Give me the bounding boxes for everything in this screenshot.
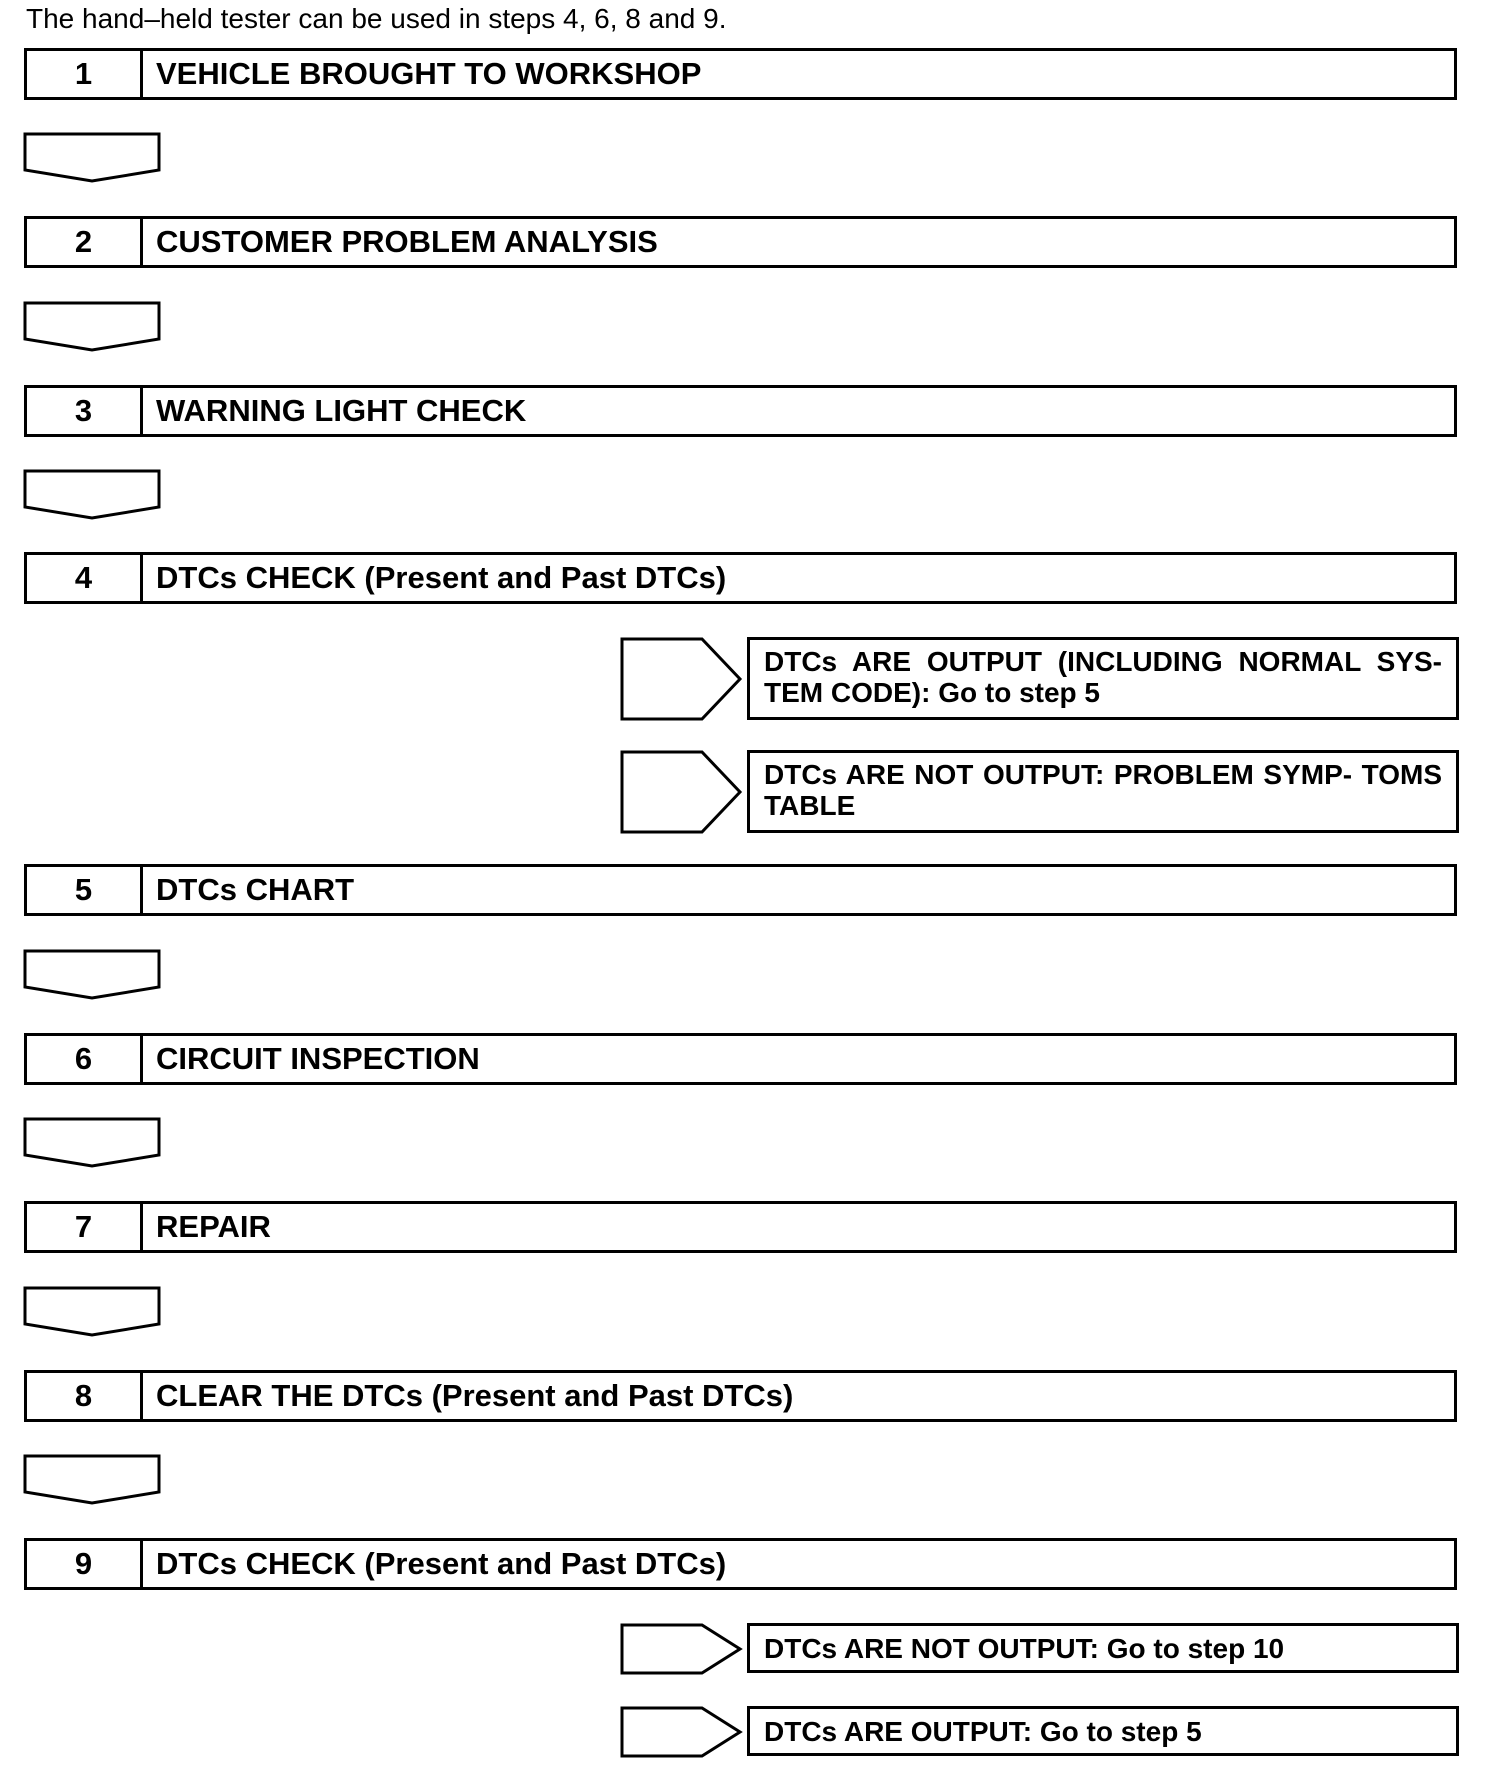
step-title: DTCs CHECK (Present and Past DTCs) xyxy=(156,1546,727,1581)
down-arrow-icon xyxy=(23,469,161,521)
step-2-box xyxy=(24,216,1457,268)
branch-step4-output: DTCs ARE OUTPUT (INCLUDING NORMAL SYS- TEM CODE): Go to step 5 xyxy=(747,637,1459,720)
right-arrow-icon xyxy=(620,637,744,721)
step-number: 4 xyxy=(27,555,143,601)
step-3-box xyxy=(24,385,1457,437)
step-1-box xyxy=(24,48,1457,100)
step-title: DTCs CHART xyxy=(156,872,355,907)
intro-text: The hand–held tester can be used in steps 4, 6, 8 and 9. xyxy=(26,3,727,34)
branch-step4-not-output: DTCs ARE NOT OUTPUT: PROBLEM SYMP- TOMS TABLE xyxy=(747,750,1459,833)
step-number: 6 xyxy=(27,1036,143,1082)
step-title: WARNING LIGHT CHECK xyxy=(156,393,527,428)
down-arrow-icon xyxy=(23,1117,161,1169)
step-6-box xyxy=(24,1033,1457,1085)
right-arrow-icon xyxy=(620,1706,744,1758)
step-number: 8 xyxy=(27,1373,143,1419)
down-arrow-icon xyxy=(23,1454,161,1506)
step-title: CIRCUIT INSPECTION xyxy=(156,1041,480,1076)
step-title: REPAIR xyxy=(156,1209,271,1244)
step-number: 9 xyxy=(27,1541,143,1587)
step-title: VEHICLE BROUGHT TO WORKSHOP xyxy=(156,56,702,91)
step-number: 3 xyxy=(27,388,143,434)
step-4-box xyxy=(24,552,1457,604)
down-arrow-icon xyxy=(23,949,161,1001)
down-arrow-icon xyxy=(23,1286,161,1338)
step-number: 7 xyxy=(27,1204,143,1250)
step-9-box xyxy=(24,1538,1457,1590)
step-number: 5 xyxy=(27,867,143,913)
down-arrow-icon xyxy=(23,132,161,184)
down-arrow-icon xyxy=(23,301,161,353)
step-title: CLEAR THE DTCs (Present and Past DTCs) xyxy=(156,1378,794,1413)
step-title: DTCs CHECK (Present and Past DTCs) xyxy=(156,560,727,595)
step-number: 1 xyxy=(27,51,143,97)
branch-step9-output: DTCs ARE OUTPUT: Go to step 5 xyxy=(747,1706,1459,1756)
step-5-box xyxy=(24,864,1457,916)
step-8-box xyxy=(24,1370,1457,1422)
right-arrow-icon xyxy=(620,1623,744,1675)
step-title: CUSTOMER PROBLEM ANALYSIS xyxy=(156,224,658,259)
right-arrow-icon xyxy=(620,750,744,834)
step-7-box xyxy=(24,1201,1457,1253)
branch-step9-not-output: DTCs ARE NOT OUTPUT: Go to step 10 xyxy=(747,1623,1459,1673)
step-number: 2 xyxy=(27,219,143,265)
